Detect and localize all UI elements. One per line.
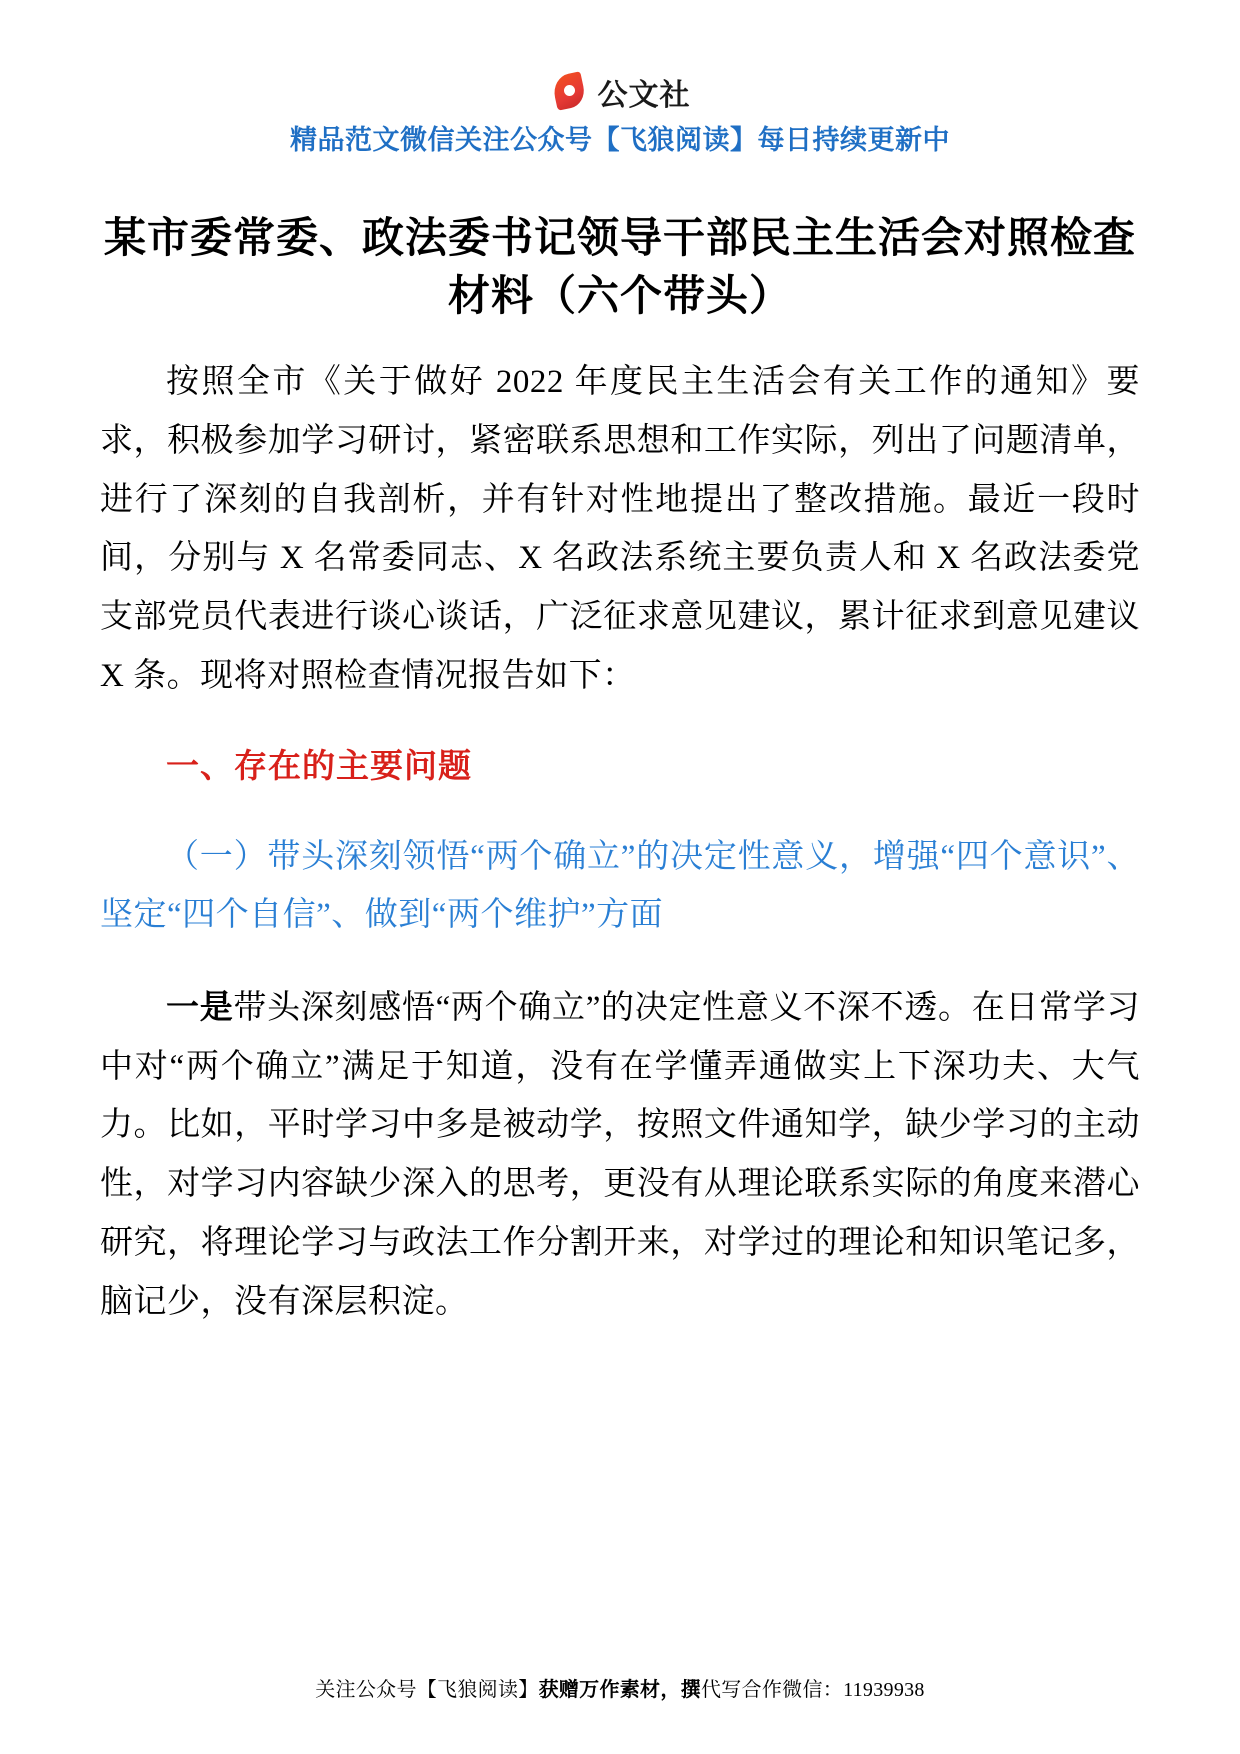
- content-lead: 一是: [166, 988, 234, 1025]
- promo-banner: 精品范文微信关注公众号【飞狼阅读】每日持续更新中: [290, 125, 950, 155]
- footer-highlight: 获赠万作素材，撰: [538, 1679, 701, 1701]
- footer-suffix: 代写合作微信：11939938: [700, 1679, 925, 1701]
- content-paragraph: [100, 978, 1140, 1331]
- brand-header: [100, 68, 1140, 116]
- intro-paragraph: 按照全市《关于做好 2022 年度民主生活会有关工作的通知》要求，积极参加学习研讨，紧密联系思想和工作实际，列出了问题清单，进行了深刻的自我剖析，并有针对性地提出了整改措施。最近一段时间，分别与 X 名常委同志、X 名政法系统主要负责人和 X 名政法委党支部党员代表进行谈心谈话，广泛征求意见建议，累计征求到意见建议 X 条。现将对照检查情况报告如下：: [100, 364, 1140, 694]
- brand-name: 公文社: [597, 79, 691, 112]
- page-title: 某市委常委、政法委书记领导干部民主生活会对照检查材料（六个带头）: [103, 214, 1136, 319]
- page-footer: [0, 1673, 1240, 1702]
- flame-logo-icon: [550, 72, 590, 112]
- content-body: 带头深刻感悟“两个确立”的决定性意义不深不透。在日常学习中对“两个确立”满足于知道，没有在学懂弄通做实上下深功夫、大气力。比如，平时学习中多是被动学，按照文件通知学，缺少学习的主动性，对学习内容缺少深入的思考，更没有从理论联系实际的角度来潜心研究，将理论学习与政法工作分割开来，对学过的理论和知识笔记多，脑记少，没有深层积淀。: [100, 990, 1141, 1320]
- section-heading: 一、存在的主要问题: [166, 747, 472, 785]
- subsection-heading: （一）带头深刻领悟“两个确立”的决定性意义，增强“四个意识”、坚定“四个自信”、做到“两个维护”方面: [100, 838, 1140, 934]
- footer-prefix: 关注公众号【飞狼阅读】: [315, 1679, 539, 1701]
